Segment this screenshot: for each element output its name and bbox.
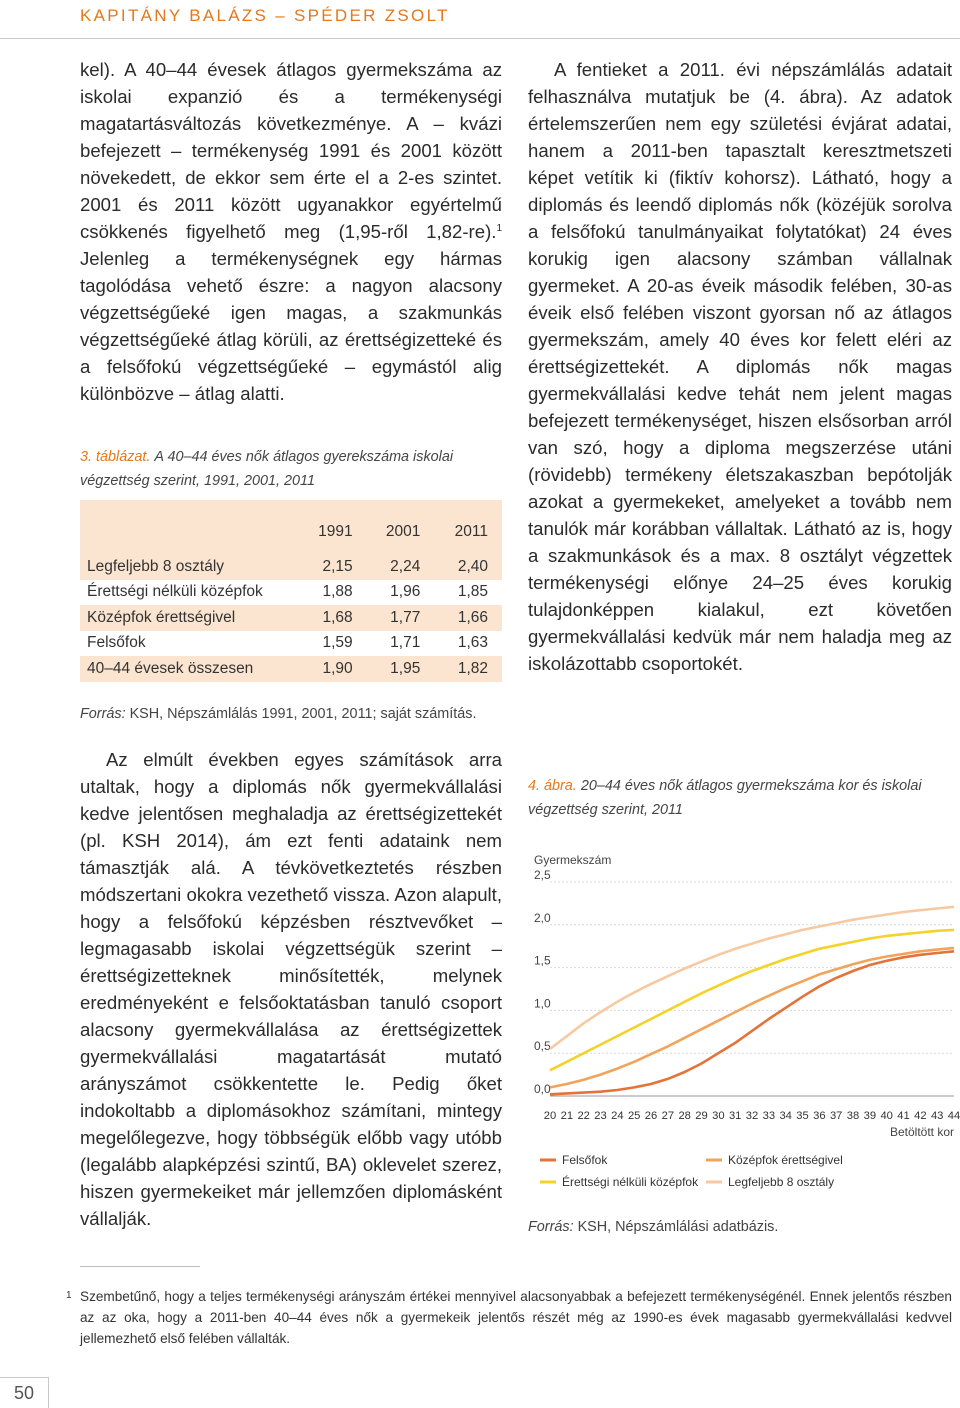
cell-value: 1,59 <box>322 634 353 652</box>
x-tick-label: 44 <box>947 1110 960 1122</box>
x-tick-label: 30 <box>712 1110 725 1122</box>
table-row <box>80 554 502 580</box>
header-rule <box>0 38 960 39</box>
row-label: Legfeljebb 8 osztály <box>80 554 299 580</box>
figure-caption-text: 20–44 éves nők átlagos gyermekszáma kor és iskolai végzettség szerint, 2011 <box>528 778 922 818</box>
table-row <box>80 580 502 606</box>
table-source-label: Forrás: <box>80 706 126 722</box>
cell-value: 2,15 <box>299 554 367 580</box>
fertility-chart <box>528 846 958 1206</box>
cell-value: 1,88 <box>322 583 353 601</box>
y-axis-label: Gyermekszám <box>534 853 612 867</box>
page-number: 50 <box>0 1377 49 1408</box>
legend-label: Középfok érettségivel <box>728 1153 843 1167</box>
x-tick-label: 28 <box>678 1110 691 1122</box>
x-tick-label: 25 <box>627 1110 641 1122</box>
left-paragraph-1-a: kel). A 40–44 évesek átlagos gyermekszáma az iskolai expanzió és a termékenységi magatartásváltozás következménye. A – kvázi befejezett – termékenység 1991 és 2001 között növekedett, de ekkor sem érte el a 2-es szintet. 2001 és 2011 között ugyanakkor egyértelmű csökkenés figyelhető meg (1,95-ről 1,82-re). <box>80 59 502 242</box>
table-header-2011: 2011 <box>454 523 488 540</box>
right-column-text <box>528 56 952 677</box>
cell-value: 1,90 <box>299 656 367 682</box>
right-paragraph-1: A fentieket a 2011. évi népszámlálás adatait felhasználva mutatjuk be (4. ábra). Az adatok értelemszerűen nem egy születési évjárat adatai, hanem a 2011-ben tapasztalt keresztmetszeti képet vetítik ki (fiktív kohorsz). Látható, hogy a diplomás és leendő diplomás nők (közéjük sorolva a felsőfokú tanulmányaikat folytatókat) 24 éves korukig igen alacsony számban vállalnak gyermeket. A 20-as éveik második felében, 30-as éveik első felében viszont gyorsan nő az átlagos gyermekszám, amely 40 éves kor felett eléri az érettségizettekét. A diplomás nők magas gyermekvállalási kedve tehát nem jelent magas befejezett termékenységet, hiszen elsősorban arról van szó, hogy a diploma megszerzése utáni (rövidebb) termékeny életszakaszban bepótolják azokat a gyermekeket, amelyeket a tovább nem tanulók már korábban vállaltak. Látható az is, hogy a szakmunkások és a max. 8 osztályt végzettek termékenységi előnye 24–25 éves korukig tulajdonképpen kialakul, ezt követően gyermekvállalási kedvük már nem haladja meg az iskolázottabb csoportokét. <box>528 59 952 674</box>
table-source <box>80 706 476 722</box>
footnote-ref[interactable]: 1 <box>496 222 502 234</box>
cell-value: 1,95 <box>367 656 435 682</box>
legend-label: Felsőfok <box>562 1153 608 1167</box>
table-header-2001: 2001 <box>385 523 421 540</box>
cell-value: 1,66 <box>434 605 502 631</box>
table-caption <box>80 445 502 493</box>
y-tick-label: 0,0 <box>534 1082 551 1096</box>
figure-source-label: Forrás: <box>528 1219 574 1235</box>
x-tick-label: 33 <box>762 1110 776 1122</box>
table-header-1991: 1991 <box>318 523 353 540</box>
footnote-text: Szembetűnő, hogy a teljes termékenységi arányszám értékei mennyivel alacsonyabbak a befejezett termékenységénél. Ennek jelentős részben az az oka, hogy a 2011-ben 40–44 éves nők a gyermekeik jelentős részét még az 1990-es évek magasabb gyermekvállalási kedvvel jellemezhető első felében vállalták. <box>80 1289 952 1346</box>
table-caption-number: 3. táblázat. <box>80 449 151 465</box>
series-line-legfeljebb-8-oszt-ly <box>550 907 954 1049</box>
fertility-table <box>80 510 502 682</box>
cell-value: 1,63 <box>457 634 488 652</box>
x-tick-label: 20 <box>543 1110 557 1122</box>
x-tick-label: 38 <box>846 1110 860 1122</box>
x-tick-label: 35 <box>796 1110 809 1122</box>
footnote: 1 Szembetűnő, hogy a teljes termékenységi arányszám értékei mennyivel alacsonyabbak a befejezett termékenységénél. Ennek jelentős részben az az oka, hogy a 2011-ben 40–44 éves nők a gyermekeik jelentős részét még az 1990-es évek magasabb gyermekvállalási kedvvel jellemezhető első felében vállalták. <box>66 1289 952 1346</box>
x-axis-label: Betöltött kor <box>889 1125 954 1139</box>
table-row <box>80 631 502 657</box>
x-tick-label: 23 <box>594 1110 607 1122</box>
x-tick-label: 42 <box>914 1110 927 1122</box>
cell-value: 1,77 <box>367 605 435 631</box>
left-column-text <box>80 56 502 407</box>
running-head: KAPITÁNY BALÁZS – SPÉDER ZSOLT <box>80 6 450 25</box>
figure-source-text: KSH, Népszámlálási adatbázis. <box>573 1219 779 1235</box>
table-header-empty <box>80 510 299 554</box>
footnote-rule <box>80 1266 200 1267</box>
x-tick-label: 36 <box>813 1110 826 1122</box>
cell-value: 2,40 <box>434 554 502 580</box>
y-tick-label: 0,5 <box>534 1039 551 1054</box>
cell-value: 1,68 <box>299 605 367 631</box>
figure-caption-number: 4. ábra. <box>528 778 577 794</box>
row-label: Érettségi nélküli középfok <box>87 583 263 601</box>
figure-source <box>528 1219 778 1235</box>
y-tick-label: 2,5 <box>534 868 551 882</box>
x-tick-label: 26 <box>644 1110 658 1122</box>
x-tick-label: 24 <box>611 1110 624 1122</box>
series-line-k-z-pfok-retts-givel <box>550 948 954 1088</box>
x-tick-label: 34 <box>779 1110 792 1122</box>
table-source-text: KSH, Népszámlálás 1991, 2001, 2011; saját számítás. <box>125 706 477 722</box>
table-caption-text: A 40–44 éves nők átlagos gyerekszáma iskolai végzettség szerint, 1991, 2001, 2011 <box>80 449 454 489</box>
legend-label: Érettségi nélküli középfok <box>562 1175 699 1189</box>
x-tick-label: 32 <box>745 1110 759 1122</box>
chart-svg <box>528 846 958 1206</box>
row-label: 40–44 évesek összesen <box>80 656 299 682</box>
cell-value: 1,71 <box>390 634 421 652</box>
y-tick-label: 1,0 <box>534 996 551 1011</box>
cell-value: 1,82 <box>434 656 502 682</box>
x-tick-label: 22 <box>577 1110 590 1122</box>
table-header-row <box>80 510 502 554</box>
left-paragraph-1 <box>80 56 502 407</box>
cell-value: 2,24 <box>367 554 435 580</box>
x-tick-label: 29 <box>695 1110 708 1122</box>
left-column-text-2 <box>80 746 502 1232</box>
x-tick-label: 31 <box>728 1110 742 1122</box>
row-label: Középfok érettségivel <box>80 605 299 631</box>
figure-caption <box>528 774 956 822</box>
y-tick-label: 1,5 <box>534 953 551 968</box>
cell-value: 1,96 <box>390 583 421 601</box>
x-tick-label: 21 <box>560 1110 574 1122</box>
x-tick-label: 40 <box>880 1110 893 1122</box>
table-row <box>80 605 502 631</box>
x-tick-label: 37 <box>829 1110 843 1122</box>
x-tick-label: 39 <box>863 1110 877 1122</box>
x-tick-label: 27 <box>661 1110 675 1122</box>
left-paragraph-2: Az elmúlt években egyes számítások arra utaltak, hogy a diplomás nők gyermekvállalási kedve jelentősen meghaladja az érettségizettekét (pl. KSH 2014), ám ezt fenti adataink nem támasztják alá. A tévkövetkeztetés részben módszertani okokra vezethető vissza. Azon alapult, hogy a felsőfokú képzésben résztvevőket – legmagasabb iskolai végzettségük szerint – érettségizetteknek minősítették, melynek eredményeként e felsőoktatásban tanuló csoport alacsony gyermekvállalása az érettségizettek gyermekvállalási magatartását mutató arányszámot csökkentette le. Pedig őket indokoltabb a diplomásokhoz számítani, mintegy megelőlegezve, hogy többségük előbb vagy utóbb (legalább alapképzési szintű, BA) oklevelet szerez, hiszen gyermekeiket már jellemzően diplomásként vállalják. <box>80 749 502 1229</box>
table-row <box>80 656 502 682</box>
y-tick-label: 2,0 <box>534 910 551 925</box>
series-line-fels-fok <box>550 951 954 1094</box>
x-tick-label: 43 <box>930 1110 944 1122</box>
series-line--retts-gi-n-lk-li-k-z-pfok <box>550 930 954 1070</box>
row-label: Felsőfok <box>87 634 146 652</box>
x-tick-label: 41 <box>897 1110 910 1122</box>
legend-label: Legfeljebb 8 osztály <box>728 1175 835 1189</box>
cell-value: 1,85 <box>457 583 488 601</box>
left-paragraph-1-b: Jelenleg a termékenységnek egy hármas tagolódása vehető észre: a nagyon alacsony végzettségűeké igen magas, a szakmunkás végzettségűeké átlag körüli, az érettségizetteké és a felsőfokú végzettségűeké – egymástól alig különbözve – átlag alatti. <box>80 248 502 404</box>
